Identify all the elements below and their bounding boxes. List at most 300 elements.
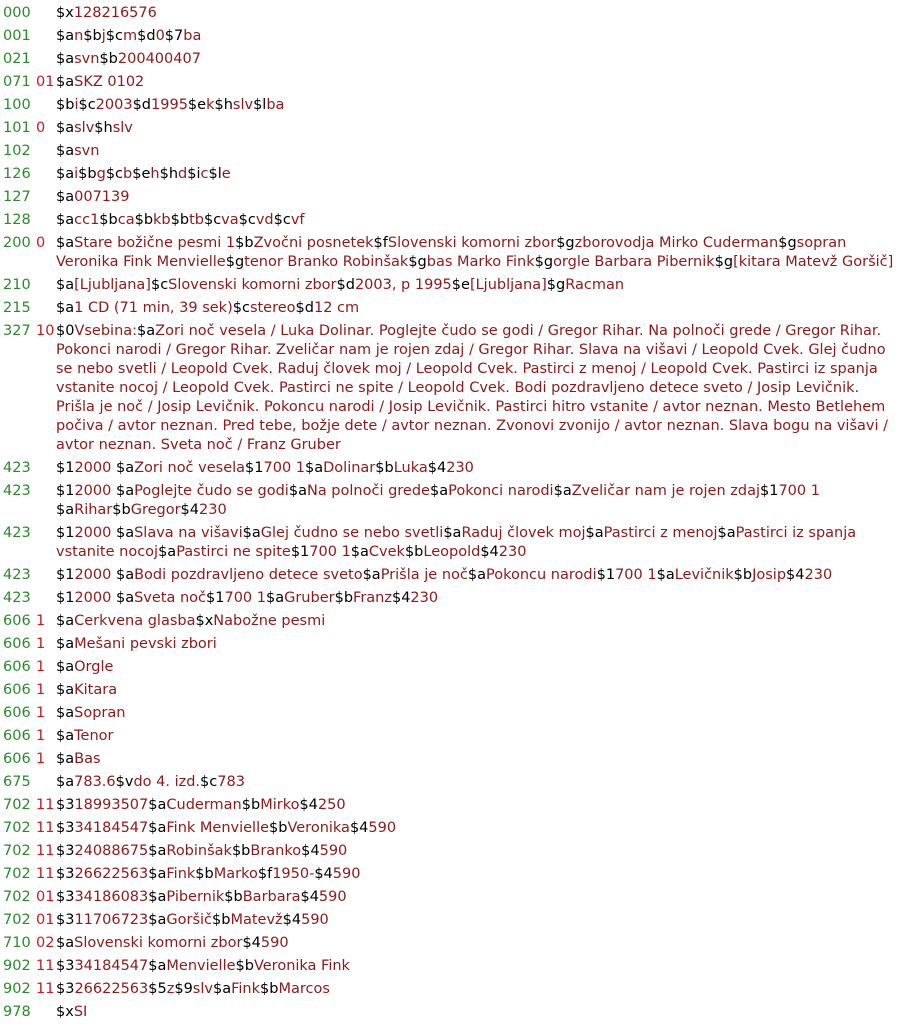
subfield-value: Marcos <box>278 981 330 997</box>
subfield-code: $b <box>134 212 154 228</box>
subfield-value: 230 <box>410 590 439 606</box>
field-tag: 102 <box>3 143 31 159</box>
subfield-value: [kitara Matevž Goršič] <box>733 254 894 270</box>
subfield-value: i <box>74 97 79 113</box>
field-row-100 <box>0 96 900 115</box>
field-row-101 <box>0 119 900 138</box>
subfield-code: $4 <box>314 866 333 882</box>
field-row-606 <box>0 704 900 723</box>
subfield-code: $1 <box>290 544 310 560</box>
field-tag: 021 <box>3 51 31 67</box>
subfield-code: $e <box>187 97 207 113</box>
subfield-code: $3 <box>56 958 75 974</box>
subfield-code: $e <box>451 277 470 293</box>
field-tag: 606 <box>3 636 31 652</box>
subfield-value: Levičnik <box>674 567 734 583</box>
subfield-code: $0 <box>56 323 75 339</box>
field-indicators: 11 <box>36 958 55 974</box>
subfield-code: $b <box>99 212 118 228</box>
subfield-value: Zori noč vesela <box>134 460 246 476</box>
field-content <box>56 524 900 562</box>
field-tag: 200 <box>3 235 31 251</box>
subfield-code: $a <box>56 502 75 518</box>
subfield-code: $b <box>56 97 75 113</box>
subfield-code: $b <box>269 820 288 836</box>
subfield-value: Orgle <box>74 659 114 675</box>
field-indicators: 01 <box>36 74 55 90</box>
field-indicators: 02 <box>36 935 55 951</box>
field-row-102 <box>0 142 900 161</box>
subfield-code: $4 <box>480 544 499 560</box>
subfield-value: Veronika Fink <box>253 958 350 974</box>
subfield-value: g <box>96 166 106 182</box>
field-tag: 000 <box>3 5 31 21</box>
subfield-code: $4 <box>282 912 302 928</box>
subfield-code: $3 <box>56 889 75 905</box>
subfield-value: 1 CD (71 min, 39 sek) <box>74 300 233 316</box>
field-tag: 126 <box>3 166 31 182</box>
subfield-code: $b <box>260 981 279 997</box>
field-content <box>56 276 900 295</box>
field-content <box>56 119 900 138</box>
subfield-value: c <box>200 166 209 182</box>
subfield-value: 200400407 <box>117 51 201 67</box>
subfield-code: $x <box>56 1004 74 1020</box>
subfield-value: ca <box>117 212 135 228</box>
subfield-value: Vsebina: <box>74 323 138 339</box>
subfield-code: $b <box>170 212 190 228</box>
field-indicators: 1 <box>36 659 46 675</box>
field-row-702 <box>0 911 900 930</box>
subfield-code: $4 <box>786 567 805 583</box>
field-indicators: 11 <box>36 981 55 997</box>
subfield-code: $3 <box>56 981 75 997</box>
subfield-code: $a <box>56 277 75 293</box>
subfield-code: $a <box>115 567 135 583</box>
field-content <box>56 188 900 207</box>
subfield-value: 700 1 <box>309 544 351 560</box>
subfield-value: 24088675 <box>74 843 149 859</box>
subfield-value: Gregor <box>130 502 181 518</box>
subfield-value: 34186083 <box>74 889 149 905</box>
field-row-126 <box>0 165 900 184</box>
subfield-code: $c <box>232 300 250 316</box>
subfield-code: $a <box>56 143 75 159</box>
subfield-code: $a <box>56 935 75 951</box>
subfield-value: z <box>166 981 175 997</box>
subfield-value: k <box>206 97 215 113</box>
subfield-code: $i <box>187 166 201 182</box>
field-content <box>56 773 900 792</box>
subfield-value: b <box>123 166 133 182</box>
subfield-code: $b <box>375 460 394 476</box>
field-indicators: 1 <box>36 636 46 652</box>
subfield-value: Rihar <box>74 502 113 518</box>
field-indicators: 11 <box>36 797 55 813</box>
field-content <box>56 658 900 677</box>
subfield-value: Bas <box>74 751 101 767</box>
subfield-code: $a <box>158 544 177 560</box>
subfield-value: tenor Branko Robinšak <box>244 254 409 270</box>
field-tag: 210 <box>3 277 31 293</box>
subfield-code: $4 <box>299 797 318 813</box>
subfield-code: $d <box>295 300 314 316</box>
field-content <box>56 299 900 318</box>
field-content <box>56 842 900 861</box>
subfield-value: Pastirci ne spite <box>176 544 291 560</box>
subfield-code: $a <box>443 525 462 541</box>
subfield-value: 230 <box>498 544 527 560</box>
subfield-value: 007139 <box>74 189 130 205</box>
subfield-code: $a <box>148 866 167 882</box>
field-content <box>56 635 900 654</box>
subfield-code: $4 <box>180 502 199 518</box>
subfield-code: $a <box>56 74 75 90</box>
field-row-675 <box>0 773 900 792</box>
field-tag: 710 <box>3 935 31 951</box>
subfield-value: 783 <box>217 774 245 790</box>
subfield-value: 230 <box>804 567 833 583</box>
subfield-value: 1995 <box>151 97 188 113</box>
field-row-327 <box>0 322 900 455</box>
field-indicators: 1 <box>36 613 46 629</box>
subfield-code: $h <box>159 166 179 182</box>
field-content <box>56 73 900 92</box>
field-content <box>56 482 900 520</box>
subfield-value: Menvielle <box>166 958 236 974</box>
subfield-code: $1 <box>56 525 75 541</box>
subfield-code: $a <box>56 28 75 44</box>
subfield-code: $l <box>253 97 267 113</box>
subfield-value: Tenor <box>74 728 114 744</box>
subfield-value: Prišla je noč <box>380 567 468 583</box>
field-tag: 215 <box>3 300 31 316</box>
subfield-code: $d <box>137 28 156 44</box>
field-tag: 423 <box>3 483 31 499</box>
field-row-000 <box>0 4 900 23</box>
subfield-code: $g <box>546 277 566 293</box>
field-tag: 101 <box>3 120 31 136</box>
subfield-value: 2000 <box>74 567 116 583</box>
subfield-code: $b <box>99 51 118 67</box>
field-tag: 606 <box>3 728 31 744</box>
field-tag: 702 <box>3 889 31 905</box>
subfield-code: $a <box>56 682 75 698</box>
subfield-value: Matevž <box>230 912 283 928</box>
subfield-value: Pokoncu narodi <box>485 567 597 583</box>
subfield-value: Slovenski komorni zbor <box>387 235 557 251</box>
subfield-code: $h <box>94 120 113 136</box>
subfield-value: 2003, p 1995 <box>354 277 452 293</box>
subfield-value: 1950- <box>272 866 315 882</box>
subfield-code: $c <box>105 166 124 182</box>
subfield-value: Dolinar <box>323 460 376 476</box>
subfield-code: $a <box>429 483 449 499</box>
subfield-value: h <box>150 166 160 182</box>
subfield-value: Veronika <box>287 820 350 836</box>
subfield-code: $x <box>56 5 74 21</box>
field-content <box>56 681 900 700</box>
field-content <box>56 566 900 585</box>
subfield-code: $a <box>350 544 369 560</box>
field-row-702 <box>0 842 900 861</box>
subfield-value: [Ljubljana] <box>74 277 151 293</box>
subfield-value: bas Marko Fink <box>426 254 535 270</box>
subfield-value: 700 1 <box>224 590 266 606</box>
subfield-value: 34184547 <box>74 820 149 836</box>
subfield-code: $a <box>56 613 75 629</box>
field-row-021 <box>0 50 900 69</box>
subfield-code: $c <box>238 212 256 228</box>
subfield-value: Goršič <box>166 912 213 928</box>
field-row-606 <box>0 727 900 746</box>
subfield-code: $a <box>56 659 75 675</box>
subfield-value: kb <box>153 212 171 228</box>
subfield-code: $x <box>195 613 214 629</box>
field-tag: 978 <box>3 1004 31 1020</box>
subfield-code: $b <box>195 866 214 882</box>
field-content <box>56 750 900 769</box>
subfield-code: $1 <box>206 590 225 606</box>
subfield-code: $4 <box>427 460 447 476</box>
subfield-value: Poglejte čudo se godi <box>134 483 289 499</box>
field-row-606 <box>0 658 900 677</box>
field-content <box>56 165 900 184</box>
field-tag: 001 <box>3 28 31 44</box>
subfield-code: $3 <box>56 866 75 882</box>
subfield-code: $a <box>305 460 324 476</box>
subfield-value: cc1 <box>74 212 100 228</box>
field-content <box>56 980 900 999</box>
field-row-902 <box>0 957 900 976</box>
subfield-code: $a <box>115 483 135 499</box>
field-row-210 <box>0 276 900 295</box>
subfield-code: $c <box>200 774 218 790</box>
subfield-value: d <box>178 166 188 182</box>
subfield-value: vd <box>255 212 274 228</box>
field-row-606 <box>0 750 900 769</box>
subfield-value: Barbara <box>242 889 301 905</box>
field-row-710 <box>0 934 900 953</box>
field-row-423 <box>0 589 900 608</box>
field-tag: 423 <box>3 590 31 606</box>
subfield-code: $b <box>224 889 243 905</box>
subfield-code: $a <box>148 912 167 928</box>
subfield-code: $1 <box>56 590 75 606</box>
subfield-value: ba <box>266 97 285 113</box>
field-tag: 606 <box>3 613 31 629</box>
field-content <box>56 322 900 455</box>
subfield-value: do 4. izd. <box>133 774 201 790</box>
subfield-code: $b <box>212 912 231 928</box>
field-tag: 702 <box>3 866 31 882</box>
subfield-code: $1 <box>245 460 264 476</box>
subfield-value: Franz <box>353 590 392 606</box>
subfield-code: $a <box>56 705 75 721</box>
field-tag: 423 <box>3 567 31 583</box>
subfield-value: 11706723 <box>74 912 149 928</box>
field-content <box>56 142 900 161</box>
subfield-value: SKZ 0102 <box>74 74 145 90</box>
field-row-702 <box>0 865 900 884</box>
subfield-value: sopran Veronika Fink Menvielle <box>56 235 847 270</box>
field-content <box>56 888 900 907</box>
subfield-value: 2000 <box>74 525 116 541</box>
subfield-value: 700 1 <box>778 483 820 499</box>
subfield-code: $g <box>534 254 554 270</box>
subfield-value: Glej čudno se nebo svetli <box>260 525 444 541</box>
subfield-value: 590 <box>301 912 329 928</box>
subfield-value: 250 <box>317 797 346 813</box>
field-content <box>56 459 900 478</box>
field-row-606 <box>0 681 900 700</box>
subfield-code: $3 <box>56 820 75 836</box>
subfield-code: $5 <box>148 981 167 997</box>
subfield-code: $b <box>83 28 102 44</box>
field-tag: 423 <box>3 525 31 541</box>
subfield-code: $f <box>373 235 388 251</box>
subfield-value: Nabožne pesmi <box>213 613 326 629</box>
subfield-value: Marko <box>213 866 258 882</box>
subfield-code: $a <box>56 636 75 652</box>
field-tag: 606 <box>3 751 31 767</box>
subfield-value: [Ljubljana] <box>469 277 547 293</box>
subfield-code: $a <box>56 120 75 136</box>
subfield-value: 128216576 <box>73 5 157 21</box>
subfield-value: Raduj človek moj <box>461 525 586 541</box>
field-content <box>56 934 900 953</box>
subfield-code: $4 <box>391 590 411 606</box>
subfield-value: svn <box>74 51 100 67</box>
subfield-value: Gruber <box>284 590 335 606</box>
subfield-value: Fink <box>231 981 260 997</box>
subfield-code: $a <box>265 590 285 606</box>
subfield-code: $a <box>56 212 75 228</box>
field-tag: 702 <box>3 912 31 928</box>
field-row-606 <box>0 612 900 631</box>
subfield-code: $b <box>78 166 97 182</box>
subfield-code: $b <box>404 544 424 560</box>
subfield-code: $a <box>717 525 736 541</box>
subfield-code: $a <box>288 483 307 499</box>
field-row-423 <box>0 524 900 562</box>
field-indicators: 0 <box>36 120 46 136</box>
subfield-value: Pastirci z menoj <box>603 525 718 541</box>
subfield-code: $7 <box>164 28 184 44</box>
subfield-value: Zori noč vesela / Luka Dolinar. Poglejte čudo se godi / Gregor Rihar. Na polnoči grede / Gregor Rihar. Pokonci narodi / Gregor Rihar. Zveličar nam je rojen zdaj / Gregor Rihar. Slava na višavi / Leopold Cvek. Glej čudno se nebo svetli / Leopold Cvek. Raduj človek moj / Leopold Cvek. Pastirci z menoj / Leopold Cvek. Pastirci iz spanja vstanite nocoj / Leopold Cvek. Pastirci ne spite / Leopold Cvek. Bodi pozdravljeno detece sveto / Josip Levičnik. Prišla je noč / Josip Levičnik. Pokoncu narodi / Josip Levičnik. Pastirci hitro vstanite / avtor neznan. Mesto Betlehem počiva / avtor neznan. Pred tebe, božje dete / avtor neznan. Zvonovi zvonijo / avtor neznan. Slava bogu na višavi / avtor neznan. Sveta noč / Franz Gruber <box>56 323 889 453</box>
subfield-value: orgle Barbara Pibernik <box>553 254 715 270</box>
subfield-code: $b <box>235 235 254 251</box>
subfield-code: $a <box>56 751 75 767</box>
subfield-code: $a <box>115 460 135 476</box>
field-row-978 <box>0 1003 900 1022</box>
subfield-code: $a <box>148 843 167 859</box>
field-tag: 675 <box>3 774 31 790</box>
subfield-value: svn <box>74 143 100 159</box>
subfield-value: 12 cm <box>313 300 360 316</box>
subfield-code: $a <box>56 189 75 205</box>
field-row-127 <box>0 188 900 207</box>
subfield-value: Sopran <box>74 705 126 721</box>
field-content <box>56 957 900 976</box>
subfield-value: 26622563 <box>74 866 149 882</box>
field-row-001 <box>0 27 900 46</box>
field-tag: 606 <box>3 659 31 675</box>
subfield-value: i <box>74 166 79 182</box>
subfield-value: Cerkvena glasba <box>74 613 196 629</box>
subfield-value: ba <box>183 28 202 44</box>
field-row-423 <box>0 566 900 585</box>
field-content <box>56 27 900 46</box>
subfield-code: $a <box>362 567 381 583</box>
subfield-value: Kitara <box>74 682 118 698</box>
subfield-value: 2000 <box>74 590 116 606</box>
subfield-value: 700 1 <box>615 567 657 583</box>
subfield-value: SI <box>73 1004 88 1020</box>
subfield-value: Zveličar nam je rojen zdaj <box>571 483 760 499</box>
subfield-value: Leopold <box>423 544 481 560</box>
subfield-code: $a <box>656 567 675 583</box>
field-row-702 <box>0 796 900 815</box>
subfield-code: $a <box>242 525 261 541</box>
subfield-code: $a <box>137 323 156 339</box>
subfield-code: $e <box>132 166 151 182</box>
field-tag: 100 <box>3 97 31 113</box>
subfield-value: m <box>123 28 138 44</box>
field-tag: 702 <box>3 843 31 859</box>
subfield-value: Mirko <box>260 797 300 813</box>
field-tag: 128 <box>3 212 31 228</box>
subfield-code: $a <box>115 525 135 541</box>
field-tag: 606 <box>3 682 31 698</box>
subfield-value: tb <box>189 212 204 228</box>
subfield-value: Slovenski komorni zbor <box>74 935 243 951</box>
subfield-value: 18993507 <box>74 797 149 813</box>
field-content <box>56 1003 900 1022</box>
subfield-value: Racman <box>565 277 625 293</box>
field-content <box>56 211 900 230</box>
subfield-code: $3 <box>56 912 75 928</box>
field-tag: 327 <box>3 323 31 339</box>
subfield-value: Mešani pevski zbori <box>74 636 217 652</box>
subfield-code: $f <box>257 866 273 882</box>
subfield-code: $b <box>112 502 131 518</box>
field-content <box>56 704 900 723</box>
subfield-code: $g <box>714 254 734 270</box>
subfield-code: $a <box>553 483 572 499</box>
field-indicators: 11 <box>36 820 55 836</box>
subfield-value: Fink <box>166 866 196 882</box>
subfield-value: 590 <box>368 820 397 836</box>
subfield-code: $h <box>214 97 233 113</box>
subfield-value: Cuderman <box>166 797 242 813</box>
subfield-code: $a <box>148 958 167 974</box>
field-content <box>56 50 900 69</box>
subfield-value: slv <box>74 120 95 136</box>
subfield-value: 26622563 <box>74 981 149 997</box>
subfield-code: $1 <box>56 483 75 499</box>
subfield-code: $a <box>585 525 604 541</box>
field-indicators: 10 <box>36 323 55 339</box>
subfield-code: $c <box>78 97 96 113</box>
field-tag: 071 <box>3 74 31 90</box>
field-content <box>56 819 900 838</box>
subfield-value: 783.6 <box>74 774 116 790</box>
subfield-value: Branko <box>250 843 302 859</box>
subfield-value: Luka <box>393 460 428 476</box>
field-tag: 902 <box>3 958 31 974</box>
field-indicators: 11 <box>36 843 55 859</box>
